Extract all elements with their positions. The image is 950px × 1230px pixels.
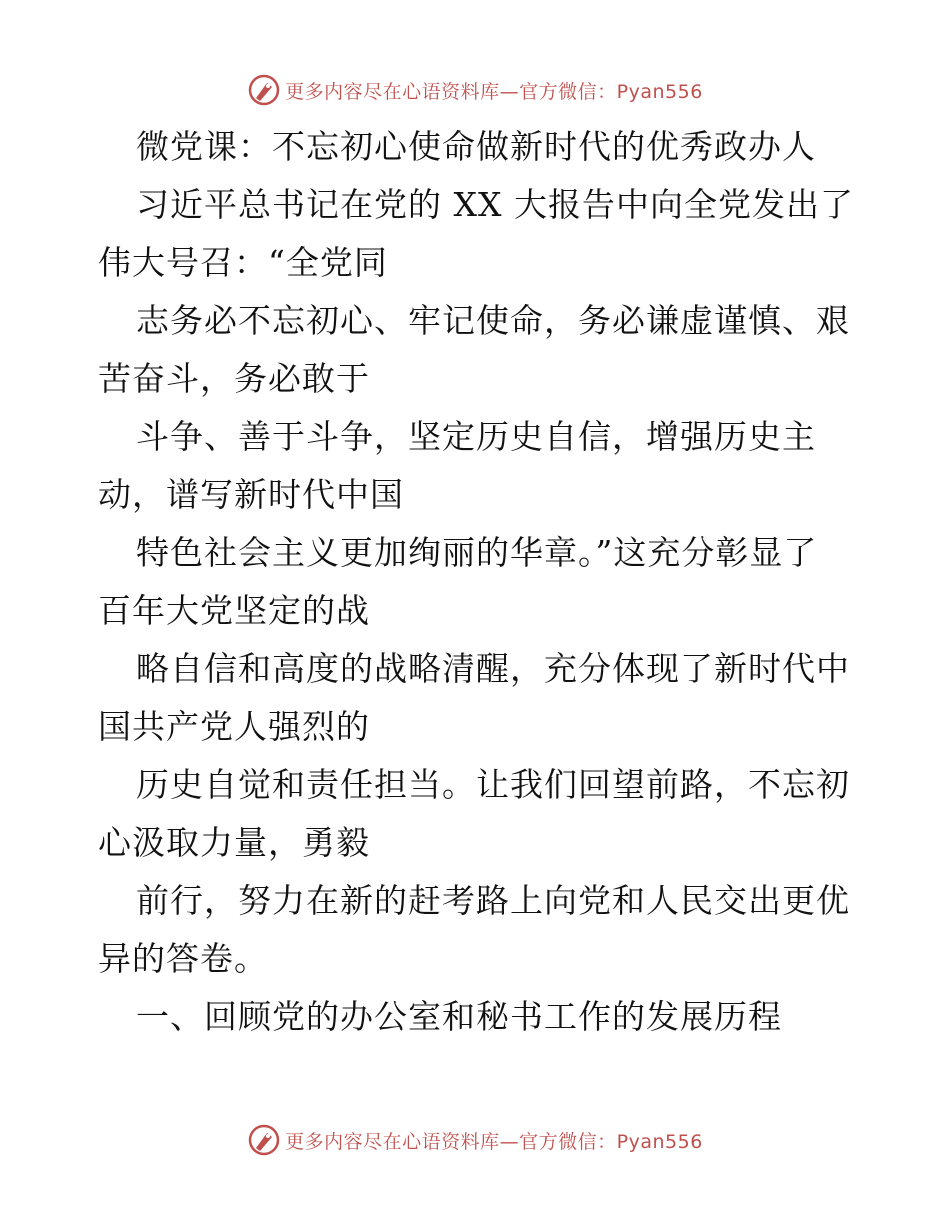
text-line: 异的答卷。 bbox=[98, 939, 268, 978]
text-line: 伟大号召：“全党同 bbox=[98, 243, 388, 282]
header-watermark-text: 更多内容尽在心语资料库—官方微信：Pyan556 bbox=[285, 80, 703, 103]
text-line: 心汲取力量，勇毅 bbox=[98, 823, 370, 862]
text-line: 历史自觉和责任担当。让我们回望前路，不忘初 bbox=[136, 765, 850, 804]
text-line: 特色社会主义更加绚丽的华章。”这充分彰显了 bbox=[136, 533, 818, 572]
text-line: 前行，努力在新的赶考路上向党和人民交出更优 bbox=[136, 881, 850, 920]
text-line: 百年大党坚定的战 bbox=[98, 591, 370, 630]
section-heading: 一、回顾党的办公室和秘书工作的发展历程 bbox=[136, 997, 782, 1036]
text-line: 略自信和高度的战略清醒，充分体现了新时代中 bbox=[136, 649, 850, 688]
text-line: 志务必不忘初心、牢记使命，务必谦虚谨慎、艰 bbox=[136, 301, 850, 340]
pen-nib-logo-icon bbox=[247, 73, 281, 107]
footer-watermark-text: 更多内容尽在心语资料库—官方微信：Pyan556 bbox=[285, 1130, 703, 1153]
paragraph-lines bbox=[98, 176, 868, 988]
header-watermark bbox=[0, 70, 950, 110]
text-line: 动，谱写新时代中国 bbox=[98, 475, 404, 514]
text-line: 斗争、善于斗争，坚定历史自信，增强历史主 bbox=[136, 417, 816, 456]
text-line: 国共产党人强烈的 bbox=[98, 707, 370, 746]
text-line: 苦奋斗，务必敢于 bbox=[98, 359, 370, 398]
text-line: 习近平总书记在党的 XX 大报告中向全党发出了 bbox=[136, 185, 854, 224]
footer-watermark bbox=[0, 1120, 950, 1160]
pen-nib-logo-icon bbox=[247, 1123, 281, 1157]
document-body bbox=[98, 118, 868, 1046]
document-title: 微党课：不忘初心使命做新时代的优秀政办人 bbox=[136, 127, 816, 166]
